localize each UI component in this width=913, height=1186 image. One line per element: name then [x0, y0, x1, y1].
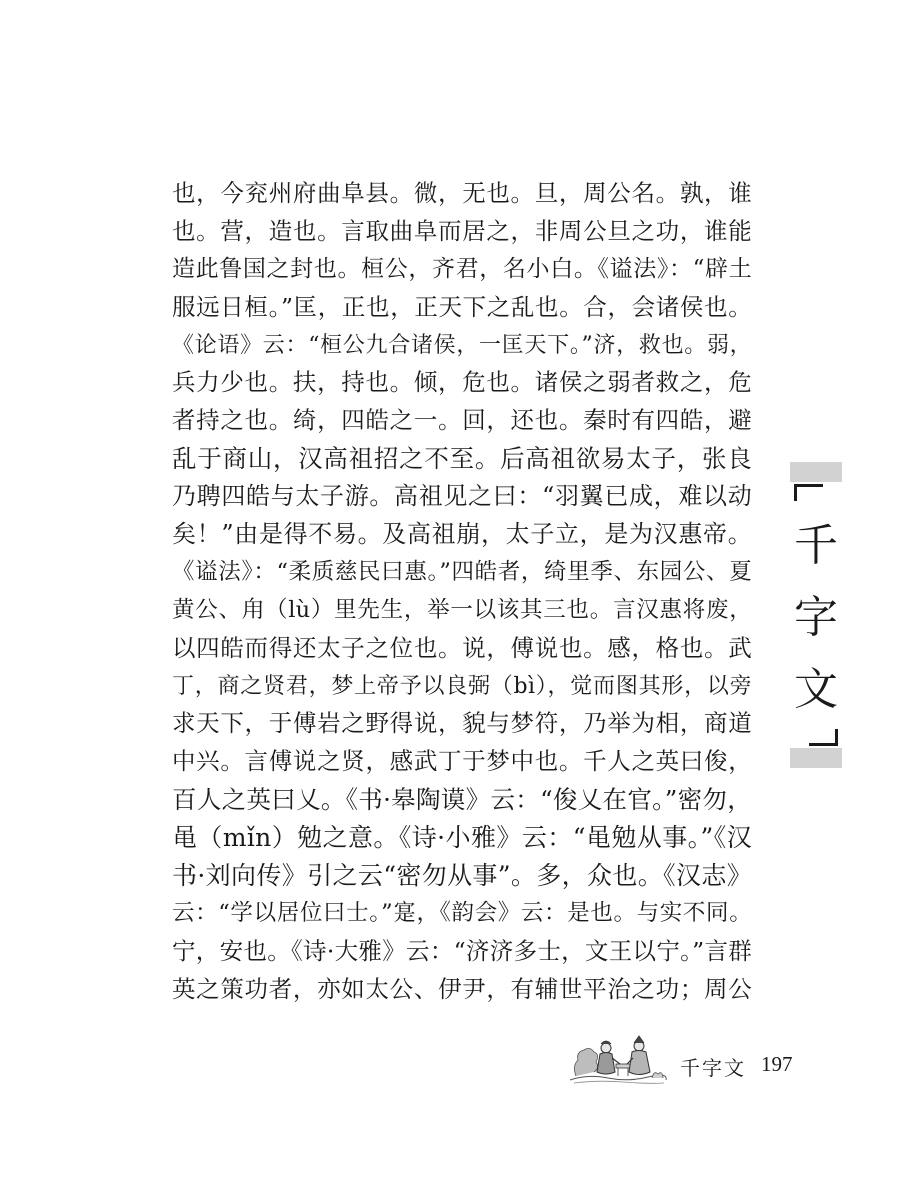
text-line: 百人之英曰乂。《书·皋陶谟》云：“俊乂在官。”密勿， [172, 785, 752, 815]
text-line: 黄公、甪（lù）里先生，举一以该其三也。言汉惠将废， [172, 596, 752, 623]
side-tab-bottom-bracket [809, 729, 838, 746]
side-tab-top-bracket [794, 484, 823, 501]
text-line: 以四皓而得还太子之位也。说，傅说也。感，格也。武 [172, 633, 752, 662]
side-tab-char: 文 [794, 664, 838, 715]
side-tab-top-bar [790, 462, 842, 482]
text-line: 黾（mǐn）勉之意。《诗·小雅》云：“黾勉从事。”《汉 [172, 823, 752, 853]
footer-book-title: 千字文 [680, 1056, 746, 1080]
text-line: 丁，商之贤君，梦上帝予以良弼（bì），觉而图其形，以旁 [172, 673, 752, 699]
text-line: 兵力少也。扶，持也。倾，危也。诸侯之弱者救之，危 [172, 368, 752, 397]
text-line: 《谥法》：“柔质慈民曰惠。”四皓者，绮里季、东园公、夏 [172, 558, 752, 585]
text-line: 中兴。言傅说之贤，感武丁于梦中也。千人之英曰俊， [172, 747, 752, 776]
text-line: 英之策功者，亦如太公、伊尹，有辅世平治之功；周公 [172, 974, 752, 1003]
page-number: 197 [761, 1052, 793, 1076]
side-tab-bottom-bar [790, 748, 842, 768]
body-text [172, 175, 752, 1009]
text-line: 求天下，于傅岩之野得说，貌与梦符，乃举为相，商道 [172, 709, 752, 738]
text-line: 云：“学以居位曰士。”寔，《韵会》云：是也。与实不同。 [172, 899, 752, 926]
text-line: 服远日桓。”匡，正也，正天下之乱也。合，会诸侯也。 [172, 292, 752, 321]
side-tab [790, 462, 842, 768]
text-line: 者持之也。绮，四皓之一。回，还也。秦时有四皓，避 [172, 406, 752, 435]
text-line: 乱于商山，汉高祖招之不至。后高祖欲易太子，张良 [172, 444, 752, 474]
side-tab-char: 字 [794, 592, 838, 643]
side-tab-title [790, 510, 842, 726]
text-line: 《论语》云：“桓公九合诸侯，一匡天下。”济，救也。弱， [172, 332, 752, 358]
page-footer [568, 1030, 808, 1090]
side-tab-char: 千 [794, 520, 838, 571]
text-line: 书·刘向传》引之云“密勿从事”。多，众也。《汉志》 [172, 861, 752, 891]
text-line: 宁，安也。《诗·大雅》云：“济济多士，文王以宁。”言群 [172, 936, 753, 965]
text-line: 造此鲁国之封也。桓公，齐君，名小白。《谥法》：“辟土 [172, 255, 752, 282]
two-figures-illustration-icon [568, 1030, 668, 1086]
text-line: 矣！”由是得不易。及高祖崩，太子立，是为汉惠帝。 [172, 520, 752, 549]
text-line: 也，今兖州府曲阜县。微，无也。旦，周公名。孰，谁 [172, 179, 752, 207]
text-line: 也。营，造也。言取曲阜而居之，非周公旦之功，谁能 [172, 216, 752, 245]
text-line: 乃聘四皓与太子游。高祖见之曰：“羽翼已成，难以动 [172, 482, 752, 511]
